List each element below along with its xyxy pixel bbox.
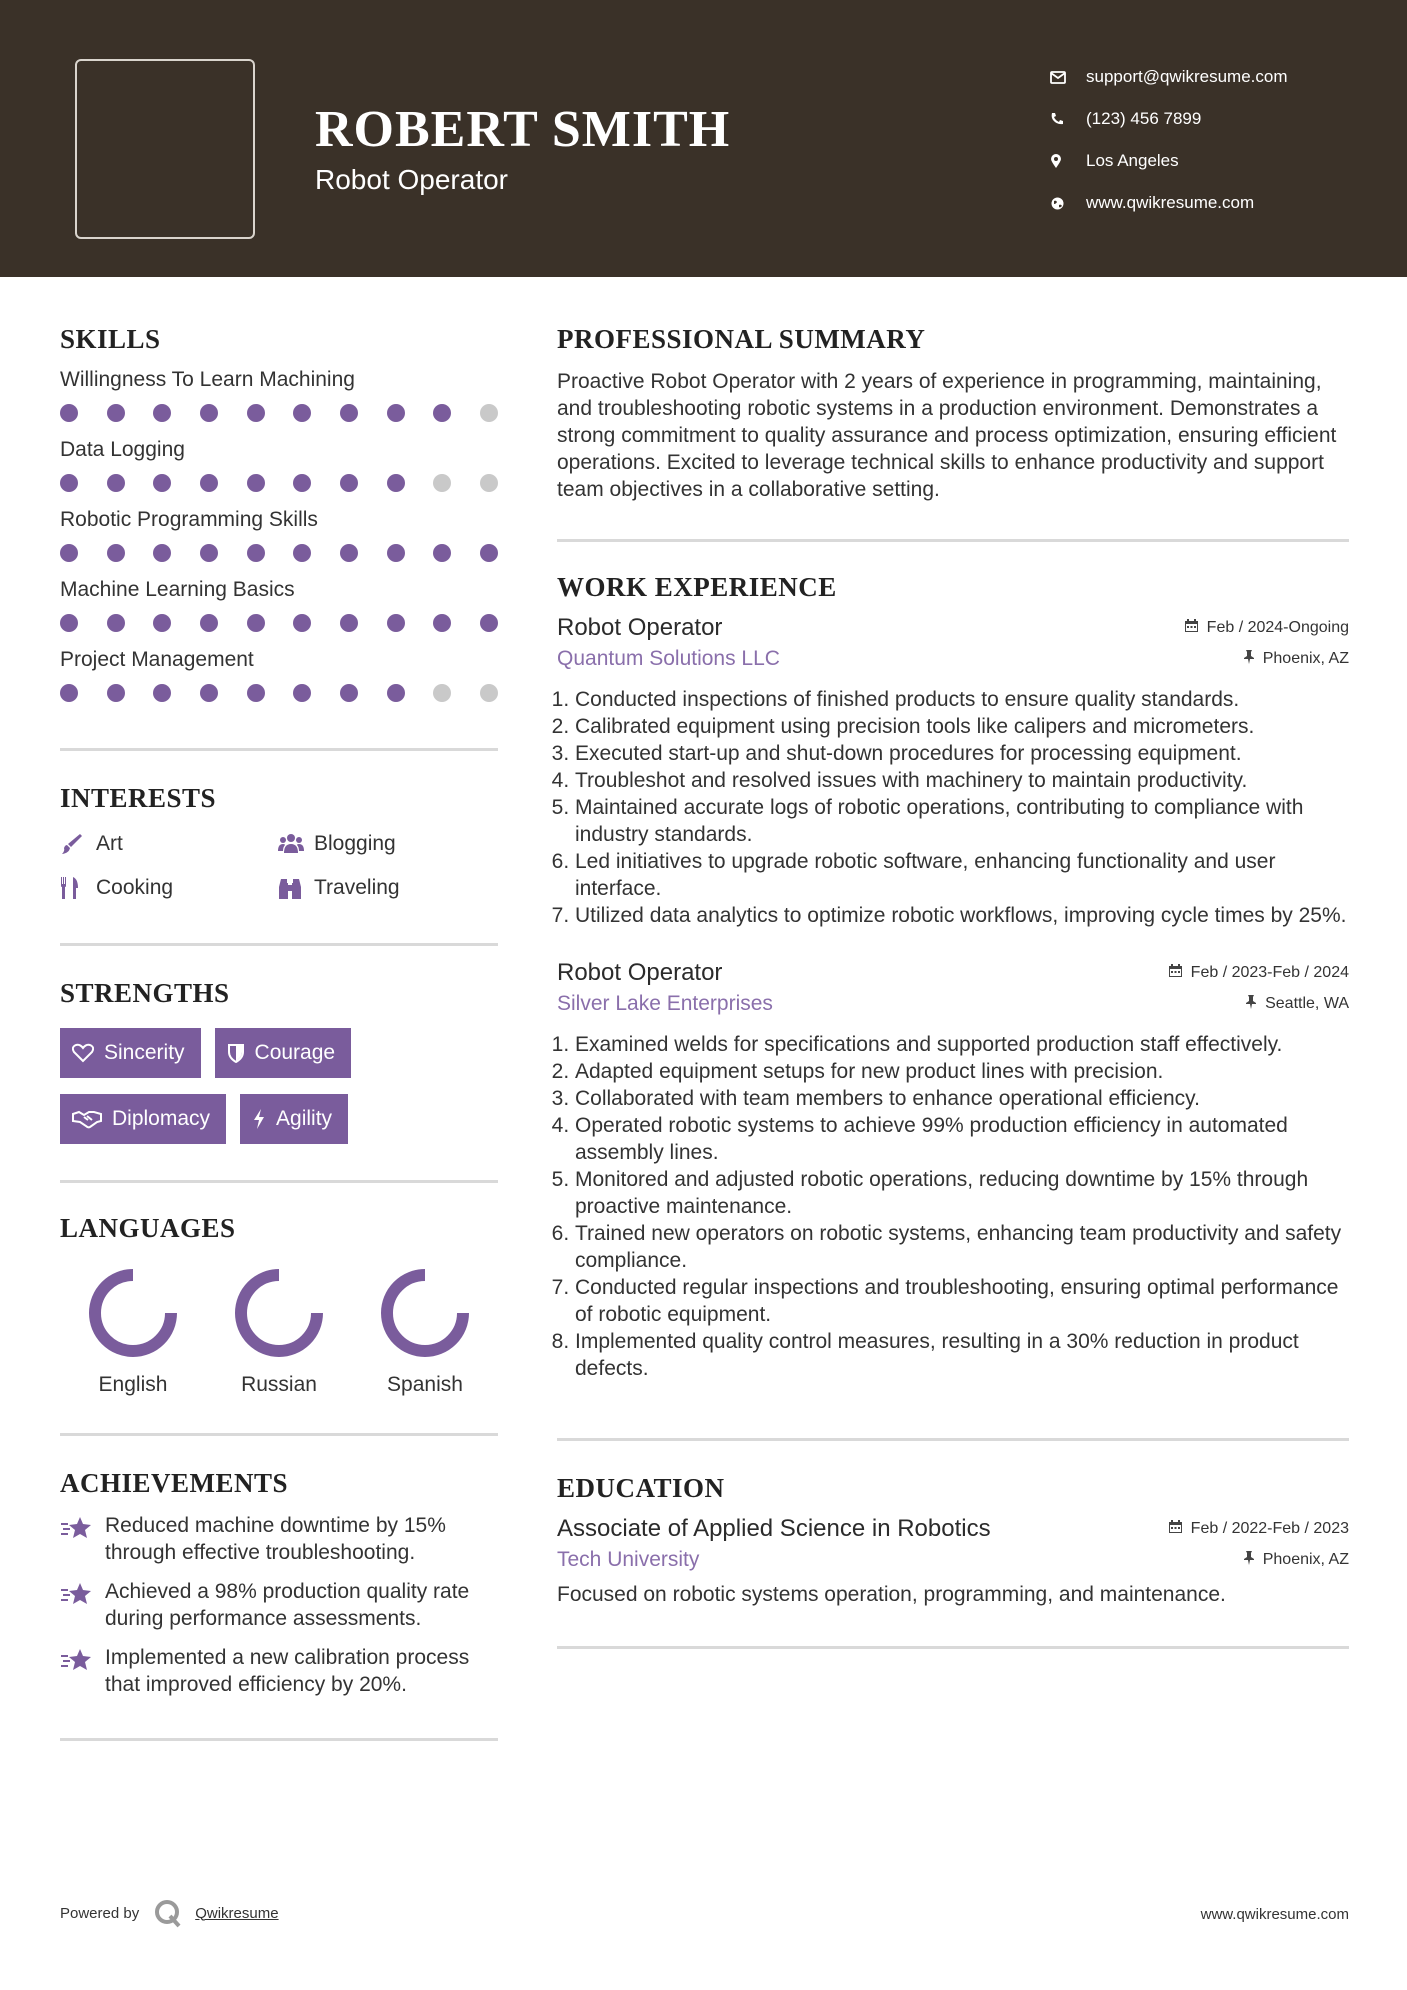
experience-heading: WORK EXPERIENCE [557,572,837,602]
phone-icon [1050,109,1086,129]
skill-dot-filled [340,614,358,632]
job-location-text: Phoenix, AZ [1262,650,1349,667]
shooting-star-icon [60,1644,105,1698]
skill-dot-filled [247,544,265,562]
interests-section [60,781,498,903]
section-divider [60,1433,498,1436]
language-level-ring [231,1265,327,1361]
section-divider [60,1738,498,1741]
shooting-star-icon [60,1578,105,1632]
interest-label: Cooking [96,876,174,899]
heart-icon [72,1043,94,1063]
section-divider [60,1180,498,1183]
duty-item: 4. Troubleshot and resolved issues with machinery to maintain productivity. [575,767,1349,794]
achievement-text: Reduced machine downtime by 15% through effective troubleshooting. [105,1514,446,1564]
binoculars-icon [278,877,314,899]
skill-name: Machine Learning Basics [60,578,295,601]
interests-heading: INTERESTS [60,783,217,813]
skill-dot-filled [153,404,171,422]
skill-rating [60,610,498,636]
skill-dot-filled [200,614,218,632]
skill-dot-filled [340,684,358,702]
utensils-icon [60,877,96,899]
languages-section [60,1211,498,1397]
skill-rating [60,400,498,426]
language-level-ring [377,1265,473,1361]
job-entry [557,957,1349,1382]
duty-item: 8. Implemented quality control measures, resulting in a 30% reduction in product defects. [575,1328,1349,1382]
calendar-icon [1168,963,1191,983]
strengths-heading: STRENGTHS [60,978,230,1008]
interest-label: Traveling [314,876,400,899]
skills-heading: SKILLS [60,324,161,354]
skill-dot-filled [387,474,405,492]
pushpin-icon [1243,1550,1263,1570]
achievement-item [60,1644,498,1698]
skill-name: Project Management [60,648,254,671]
education-section [557,1471,1349,1608]
interest-item [278,829,498,859]
footer-powered-by [60,1898,279,1928]
achievement-item [60,1512,498,1566]
skill-dot-filled [107,404,125,422]
qwikresume-logo-icon [153,1898,183,1928]
pushpin-icon [1243,649,1263,669]
qwikresume-link[interactable]: Qwikresume [195,1904,279,1922]
job-title: Robot Operator [557,614,723,641]
summary-section [557,322,1349,503]
contact-phone-text: (123) 456 7899 [1086,109,1202,128]
duty-item: 4. Operated robotic systems to achieve 99% production efficiency in automated assembly lines. [575,1112,1349,1166]
calendar-icon [1184,618,1207,638]
language-item [352,1265,498,1397]
skill-rating [60,680,498,706]
job-entry [557,612,1349,929]
company-name: Quantum Solutions LLC [557,647,780,670]
candidate-title: Robot Operator [315,164,508,195]
contact-email[interactable] [1050,56,1380,98]
strength-label: Diplomacy [112,1107,211,1130]
left-column [60,322,498,1741]
interest-item [60,829,278,859]
duty-item: 3. Executed start-up and shut-down procedures for processing equipment. [575,740,1349,767]
job-title: Robot Operator [557,959,723,986]
section-divider [60,943,498,946]
skill-dot-filled [433,614,451,632]
contact-location [1050,140,1380,182]
skill-dot-empty [480,474,498,492]
job-location [1245,994,1349,1014]
duty-item: 6. Trained new operators on robotic systems, enhancing team productivity and safety compliance. [575,1220,1349,1274]
skill-dot-filled [60,404,78,422]
skill-dot-filled [200,544,218,562]
section-divider [557,1646,1349,1649]
skill-dot-filled [433,404,451,422]
education-location-text: Phoenix, AZ [1262,1551,1349,1568]
profile-photo-placeholder [75,59,255,239]
language-level-ring [85,1265,181,1361]
school-name: Tech University [557,1548,700,1571]
duty-item: 5. Maintained accurate logs of robotic operations, contributing to compliance with industry standards. [575,794,1349,848]
envelope-icon [1050,67,1086,87]
job-dates-text: Feb / 2023-Feb / 2024 [1190,964,1349,981]
skill-dot-filled [60,544,78,562]
contact-website-text: www.qwikresume.com [1086,193,1255,212]
languages-heading: LANGUAGES [60,1213,236,1243]
skill-dot-empty [480,684,498,702]
skill-dot-empty [433,684,451,702]
skill-dot-filled [340,474,358,492]
contact-list [1050,56,1380,224]
skill-name: Data Logging [60,438,185,461]
language-name: Russian [241,1373,317,1396]
bolt-icon [252,1108,266,1130]
shield-icon [227,1043,245,1063]
handshake-icon [72,1109,102,1129]
job-location-text: Seattle, WA [1265,995,1349,1012]
education-heading: EDUCATION [557,1473,725,1503]
skill-name: Robotic Programming Skills [60,508,318,531]
skill-dot-filled [247,614,265,632]
skill-item [60,646,498,706]
language-name: Spanish [387,1373,463,1396]
skill-rating [60,540,498,566]
skill-dot-filled [293,474,311,492]
achievement-item [60,1578,498,1632]
skill-dot-filled [247,684,265,702]
strength-badge [60,1028,201,1078]
skill-rating [60,470,498,496]
skill-dot-filled [153,474,171,492]
duty-item: 6. Led initiatives to upgrade robotic software, enhancing functionality and user interface. [575,848,1349,902]
duty-item: 1. Conducted inspections of finished products to ensure quality standards. [575,686,1349,713]
candidate-name: ROBERT SMITH [315,101,731,158]
resume-header [0,0,1407,277]
strength-badge [215,1028,352,1078]
strengths-section [60,976,498,1144]
skill-dot-filled [293,684,311,702]
skill-dot-filled [433,544,451,562]
users-icon [278,833,314,855]
achievements-heading: ACHIEVEMENTS [60,1468,289,1498]
strength-label: Courage [254,1041,336,1064]
skill-dot-filled [107,544,125,562]
achievement-text: Achieved a 98% production quality rate during performance assessments. [105,1580,470,1630]
contact-location-text: Los Angeles [1086,151,1179,170]
skill-dot-filled [247,404,265,422]
skill-dot-filled [60,684,78,702]
skill-dot-filled [200,474,218,492]
skill-dot-filled [107,614,125,632]
strength-badge [240,1094,348,1144]
calendar-icon [1168,1519,1191,1539]
footer-website[interactable]: www.qwikresume.com [1200,1906,1349,1923]
job-dates [1184,618,1349,638]
paintbrush-icon [60,833,96,855]
skill-dot-filled [107,474,125,492]
job-location [1243,649,1349,669]
education-dates-text: Feb / 2022-Feb / 2023 [1190,1520,1349,1537]
job-duties [557,686,1349,929]
job-dates [1168,963,1349,983]
right-column [557,322,1349,1649]
strength-label: Sincerity [104,1041,185,1064]
summary-heading: PROFESSIONAL SUMMARY [557,324,926,354]
job-duties [557,1031,1349,1382]
skill-dot-filled [387,614,405,632]
skill-dot-filled [200,404,218,422]
skill-dot-filled [200,684,218,702]
section-divider [60,748,498,751]
achievements-section [60,1466,498,1698]
achievement-text: Implemented a new calibration process that improved efficiency by 20%. [105,1646,470,1696]
education-dates [1168,1519,1349,1539]
duty-item: 2. Calibrated equipment using precision tools like calipers and micrometers. [575,713,1349,740]
skill-dot-filled [387,544,405,562]
skill-dot-filled [387,404,405,422]
skill-dot-filled [340,404,358,422]
skill-item [60,436,498,496]
skill-dot-filled [293,404,311,422]
duty-item: 2. Adapted equipment setups for new product lines with precision. [575,1058,1349,1085]
skill-dot-filled [293,614,311,632]
language-item [206,1265,352,1397]
language-item [60,1265,206,1397]
map-pin-icon [1050,151,1086,171]
job-dates-text: Feb / 2024-Ongoing [1206,619,1349,636]
skill-dot-filled [60,474,78,492]
section-divider [557,1438,1349,1441]
skill-name: Willingness To Learn Machining [60,368,355,391]
skill-item [60,366,498,426]
skill-dot-empty [480,404,498,422]
skill-dot-filled [340,544,358,562]
contact-website[interactable] [1050,182,1380,224]
experience-section [557,570,1349,1382]
strength-badge [60,1094,226,1144]
strength-label: Agility [276,1107,333,1130]
skill-dot-filled [107,684,125,702]
skill-dot-filled [60,614,78,632]
interest-label: Blogging [314,832,396,855]
shooting-star-icon [60,1512,105,1566]
section-divider [557,539,1349,542]
skills-section [60,322,498,706]
skill-dot-filled [153,544,171,562]
interest-item [278,873,498,903]
contact-phone[interactable] [1050,98,1380,140]
education-location [1243,1550,1349,1570]
interest-item [60,873,278,903]
skill-item [60,576,498,636]
skill-dot-filled [153,684,171,702]
skill-dot-filled [153,614,171,632]
degree-title: Associate of Applied Science in Robotics [557,1515,991,1542]
skill-dot-filled [247,474,265,492]
duty-item: 7. Utilized data analytics to optimize robotic workflows, improving cycle times by 25%. [575,902,1349,929]
duty-item: 7. Conducted regular inspections and troubleshooting, ensuring optimal performance of robotic equipment. [575,1274,1349,1328]
company-name: Silver Lake Enterprises [557,992,773,1015]
skill-dot-filled [480,614,498,632]
globe-icon [1050,193,1086,213]
skill-dot-filled [387,684,405,702]
language-name: English [98,1373,168,1396]
interest-label: Art [96,832,123,855]
contact-email-text: support@qwikresume.com [1086,67,1288,86]
skill-dot-filled [480,544,498,562]
duty-item: 5. Monitored and adjusted robotic operations, reducing downtime by 15% through proactive maintenance. [575,1166,1349,1220]
duty-item: 3. Collaborated with team members to enhance operational efficiency. [575,1085,1349,1112]
summary-text: Proactive Robot Operator with 2 years of experience in programming, maintaining, and troubleshooting robotic systems in a production environment. Demonstrates a strong commitment to quality assurance and process optimization, ensuring efficient operations. Excited to leverage technical skills to enhance productivity and support team objectives in a collaborative setting. [557,370,1337,501]
education-description: Focused on robotic systems operation, programming, and maintenance. [557,1583,1226,1606]
duty-item: 1. Examined welds for specifications and supported production staff effectively. [575,1031,1349,1058]
skill-item [60,506,498,566]
skill-dot-empty [433,474,451,492]
skill-dot-filled [293,544,311,562]
powered-by-text: Powered by [60,1904,140,1922]
pushpin-icon [1245,994,1265,1014]
